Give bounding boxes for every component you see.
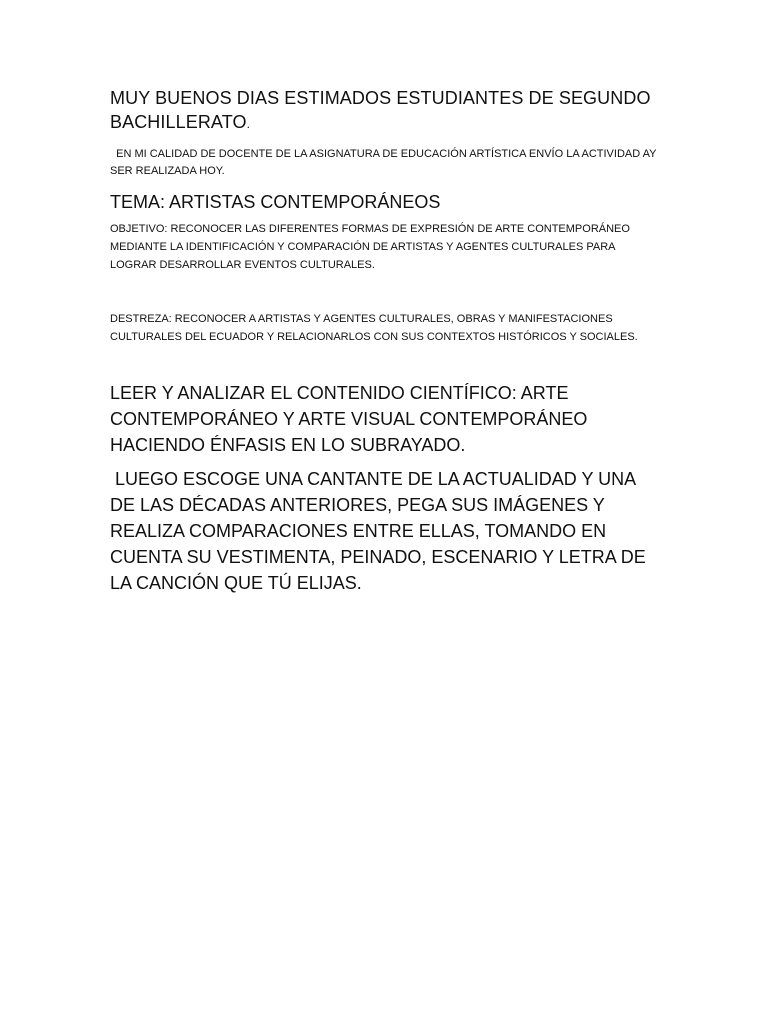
instruction-read-paragraph: LEER Y ANALIZAR EL CONTENIDO CIENTÍFICO: ARTE CONTEMPORÁNEO Y ARTE VISUAL CONTEMPORÁNEO HACIENDO ÉNFASIS EN LO SUBRAYADO. xyxy=(110,383,588,455)
instruction-compare-text: LUEGO ESCOGE UNA CANTANTE DE LA ACTUALIDAD Y UNA DE LAS DÉCADAS ANTERIORES, PEGA SUS IMÁGENES Y REALIZA COMPARACIONES ENTRE ELLAS, TOMANDO EN CUENTA SU VESTIMENTA, PEINADO, ESCENARIO Y LETRA DE LA CANCIÓN QUE TÚ ELIJAS. xyxy=(110,469,646,593)
instruction-compare-paragraph xyxy=(110,466,658,596)
greeting-heading xyxy=(110,86,658,136)
greeting-text: MUY BUENOS DIAS ESTIMADOS ESTUDIANTES DE SEGUNDO BACHILLERATO xyxy=(110,88,651,132)
destreza-paragraph: DESTREZA: RECONOCER A ARTISTAS Y AGENTES CULTURALES, OBRAS Y MANIFESTACIONES CULTURALES DEL ECUADOR Y RELACIONARLOS CON SUS CONTEXTOS HISTÓRICOS Y SOCIALES. xyxy=(110,313,638,343)
document-page xyxy=(110,86,658,604)
tema-heading: TEMA: ARTISTAS CONTEMPORÁNEOS xyxy=(110,192,441,212)
intro-paragraph xyxy=(110,146,658,180)
objetivo-paragraph: OBJETIVO: RECONOCER LAS DIFERENTES FORMAS DE EXPRESIÓN DE ARTE CONTEMPORÁNEO MEDIANTE LA IDENTIFICACIÓN Y COMPARACIÓN DE ARTISTAS Y AGENTES CULTURALES PARA LOGRAR DESARROLLAR EVENTOS CULTURALES. xyxy=(110,223,630,271)
greeting-period: . xyxy=(246,117,251,131)
intro-text: EN MI CALIDAD DE DOCENTE DE LA ASIGNATURA DE EDUCACIÓN ARTÍSTICA ENVÍO LA ACTIVIDAD AY SER REALIZADA HOY. xyxy=(110,148,657,177)
